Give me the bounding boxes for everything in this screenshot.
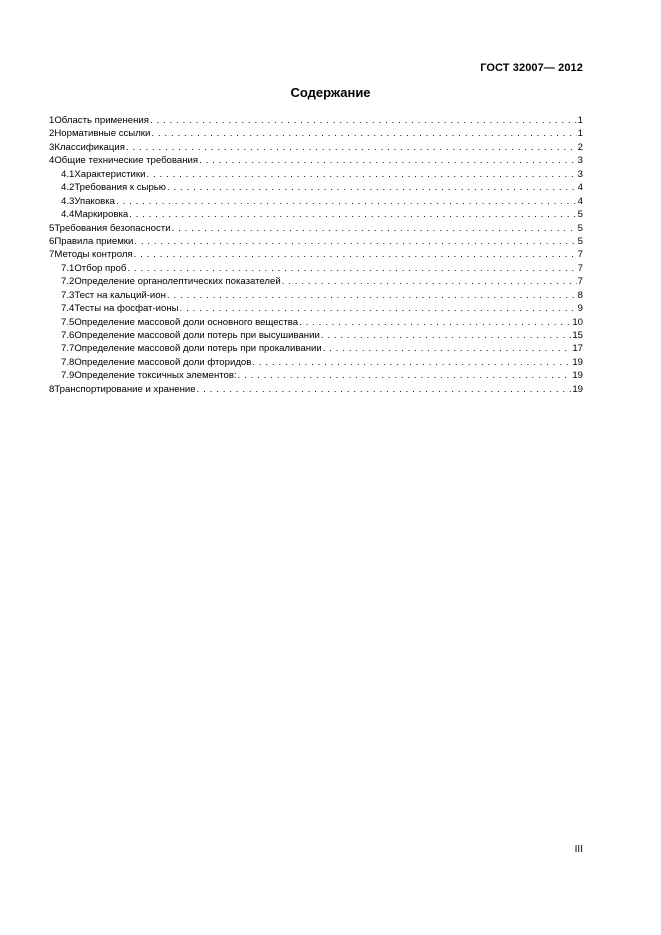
toc-leader-dots (199, 154, 577, 167)
toc-entry-label: Определение массовой доли фторидов (74, 356, 252, 368)
standard-code-header: ГОСТ 32007— 2012 (480, 62, 583, 74)
toc-entry-number: 7.2 (61, 276, 75, 288)
toc-entry-page: 3 (577, 168, 583, 180)
toc-entry-label: Правила приемки (54, 235, 134, 247)
toc-entry-number: 7.4 (61, 303, 75, 315)
toc-entry[interactable] (49, 127, 583, 140)
toc-entry-number: 3 (49, 141, 55, 153)
toc-entry-number: 4.1 (61, 168, 75, 180)
toc-leader-dots (167, 181, 577, 194)
toc-entry-page: 7 (577, 276, 583, 288)
toc-entry-page: 7 (577, 262, 583, 274)
toc-entry-number: 7.1 (61, 262, 75, 274)
toc-entry-label: Требования безопасности (54, 222, 171, 234)
toc-subentry[interactable] (49, 181, 583, 194)
toc-entry-label: Упаковка (74, 195, 116, 207)
toc-leader-dots (238, 369, 572, 382)
toc-entry-number: 8 (49, 383, 55, 395)
toc-entry-number: 4 (49, 155, 55, 167)
toc-entry[interactable] (49, 114, 583, 127)
toc-entry-number: 2 (49, 128, 55, 140)
toc-subentry[interactable] (49, 369, 583, 382)
toc-entry-label: Область применения (54, 115, 149, 126)
toc-leader-dots (151, 127, 576, 140)
toc-leader-dots (180, 302, 577, 315)
toc-leader-dots (134, 248, 577, 261)
toc-entry-page: 7 (577, 249, 583, 261)
toc-entry-page: 2 (577, 141, 583, 153)
toc-entry-label: Классификация (54, 141, 125, 153)
toc-entry-label: Маркировка (74, 209, 129, 221)
toc-entry[interactable] (49, 383, 583, 396)
page-number: III (574, 844, 583, 855)
table-of-contents (49, 114, 583, 396)
toc-subentry[interactable] (49, 342, 583, 355)
toc-entry-page: 15 (572, 330, 583, 341)
toc-entry-page: 10 (572, 316, 583, 328)
toc-entry-number: 1 (49, 115, 55, 126)
toc-leader-dots (252, 356, 571, 369)
toc-title: Содержание (290, 85, 371, 100)
toc-entry[interactable] (49, 248, 583, 261)
toc-leader-dots (116, 195, 577, 208)
toc-entry-page: 4 (577, 195, 583, 207)
toc-subentry[interactable] (49, 168, 583, 181)
toc-entry-page: 8 (577, 289, 583, 301)
toc-entry-label: Определение токсичных элементов: (74, 370, 237, 382)
toc-leader-dots (134, 235, 576, 248)
toc-entry[interactable] (49, 141, 583, 154)
toc-entry-number: 7.5 (61, 316, 75, 328)
toc-leader-dots (126, 141, 577, 154)
toc-subentry[interactable] (49, 195, 583, 208)
toc-entry-number: 7 (49, 249, 55, 261)
toc-leader-dots (323, 342, 572, 355)
toc-entry-number: 7.7 (61, 343, 75, 355)
toc-leader-dots (167, 289, 577, 302)
toc-subentry[interactable] (49, 262, 583, 275)
toc-entry-label: Определение массовой доли потерь при высушивании (74, 330, 320, 341)
toc-entry-page: 5 (577, 235, 583, 247)
toc-entry-number: 5 (49, 222, 55, 234)
toc-entry-page: 1 (577, 128, 583, 140)
toc-entry-label: Требования к сырью (74, 182, 166, 194)
toc-entry-label: Тесты на фосфат-ионы (74, 303, 179, 315)
toc-subentry[interactable] (49, 275, 583, 288)
toc-entry[interactable] (49, 154, 583, 167)
toc-entry-page: 9 (577, 303, 583, 315)
toc-leader-dots (127, 262, 576, 275)
toc-entry-number: 7.3 (61, 289, 75, 301)
toc-entry-number: 6 (49, 235, 55, 247)
toc-leader-dots (321, 329, 572, 342)
toc-leader-dots (299, 316, 571, 329)
toc-subentry[interactable] (49, 356, 583, 369)
toc-entry-number: 4.2 (61, 182, 75, 194)
toc-leader-dots (197, 383, 572, 396)
toc-entry-label: Методы контроля (54, 249, 133, 261)
toc-entry-label: Общие технические требования (54, 155, 199, 167)
toc-entry-page: 5 (577, 209, 583, 221)
toc-entry-label: Определение массовой доли потерь при прокаливании (74, 343, 322, 355)
toc-entry-label: Характеристики (74, 168, 146, 180)
toc-entry-page: 17 (572, 343, 583, 355)
toc-entry-number: 4.3 (61, 195, 75, 207)
toc-leader-dots (150, 114, 577, 127)
toc-entry-page: 19 (572, 356, 583, 368)
toc-entry-label: Определение массовой доли основного вещества (74, 316, 299, 328)
toc-entry-number: 7.9 (61, 370, 75, 382)
toc-leader-dots (172, 222, 577, 235)
toc-entry-label: Нормативные ссылки (54, 128, 151, 140)
toc-entry[interactable] (49, 235, 583, 248)
toc-entry-page: 19 (572, 370, 583, 382)
toc-entry[interactable] (49, 222, 583, 235)
toc-entry-label: Тест на кальций-ион (74, 289, 166, 301)
toc-entry-page: 5 (577, 222, 583, 234)
toc-leader-dots (129, 208, 576, 221)
toc-entry-label: Определение органолептических показателей (74, 276, 281, 288)
toc-entry-page: 3 (577, 155, 583, 167)
toc-subentry[interactable] (49, 316, 583, 329)
toc-subentry[interactable] (49, 289, 583, 302)
toc-entry-number: 7.8 (61, 356, 75, 368)
toc-leader-dots (282, 275, 577, 288)
toc-entry-page: 4 (577, 182, 583, 194)
toc-subentry[interactable] (49, 208, 583, 221)
toc-subentry[interactable] (49, 329, 583, 342)
toc-leader-dots (146, 168, 576, 181)
toc-entry-number: 7.6 (61, 330, 75, 341)
toc-entry-label: Транспортирование и хранение (54, 383, 196, 395)
toc-subentry[interactable] (49, 302, 583, 315)
toc-entry-number: 4.4 (61, 209, 75, 221)
toc-entry-page: 1 (577, 115, 583, 126)
toc-entry-page: 19 (572, 383, 583, 395)
toc-entry-label: Отбор проб (74, 262, 127, 274)
